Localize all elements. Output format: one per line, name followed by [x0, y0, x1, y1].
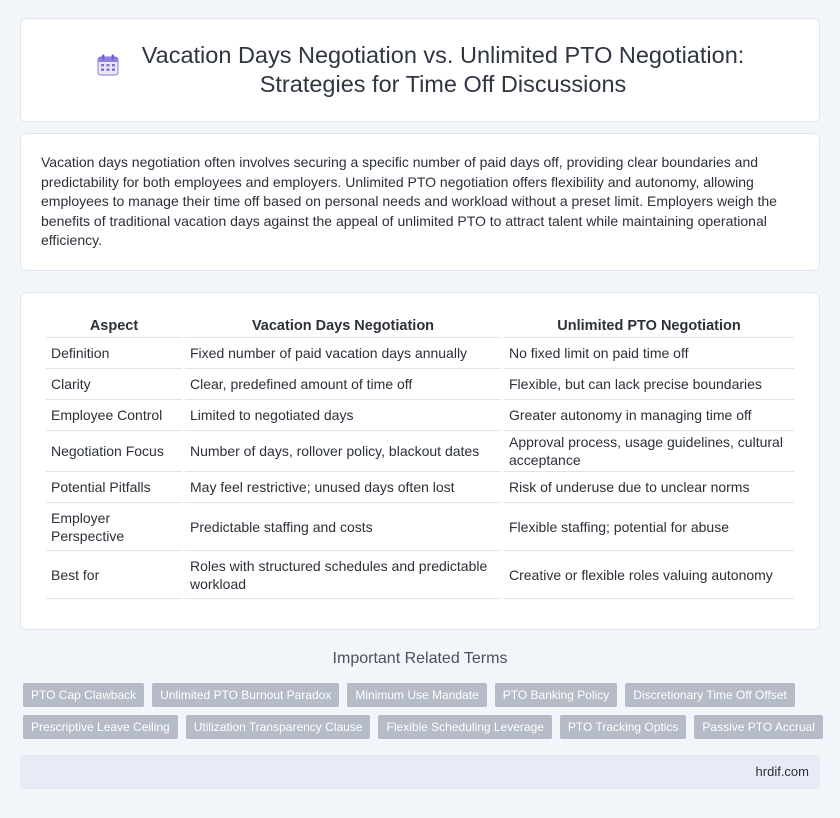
footer	[20, 755, 820, 789]
related-term-tag[interactable]: Prescriptive Leave Ceiling	[23, 715, 178, 739]
table-cell: Risk of underuse due to unclear norms	[504, 472, 794, 503]
table-cell: Best for	[46, 551, 182, 599]
table-cell: Predictable staffing and costs	[185, 503, 501, 551]
tag-row	[23, 683, 823, 707]
table-cell: Employer Perspective	[46, 503, 182, 551]
related-term-tag[interactable]: Unlimited PTO Burnout Paradox	[152, 683, 339, 707]
calendar-icon	[96, 53, 120, 77]
table-row	[46, 338, 794, 369]
table-cell: Flexible staffing; potential for abuse	[504, 503, 794, 551]
header-card	[20, 18, 820, 122]
table-cell: No fixed limit on paid time off	[504, 338, 794, 369]
related-term-tag[interactable]: PTO Tracking Optics	[560, 715, 686, 739]
tag-row	[23, 715, 823, 739]
comparison-table-card	[20, 292, 820, 630]
related-terms-title: Important Related Terms	[332, 650, 508, 667]
related-term-tag[interactable]: PTO Banking Policy	[495, 683, 618, 707]
page-title	[142, 41, 745, 99]
related-term-tag[interactable]: Utilization Transparency Clause	[186, 715, 371, 739]
table-cell: Clarity	[46, 369, 182, 400]
table-cell: Approval process, usage guidelines, cultural acceptance	[504, 431, 794, 472]
table-row	[46, 431, 794, 472]
table-header-row	[46, 312, 794, 338]
table-cell: Roles with structured schedules and predictable workload	[185, 551, 501, 599]
table-row	[46, 551, 794, 599]
table-row	[46, 503, 794, 551]
comparison-table	[43, 312, 797, 599]
related-terms-tags	[23, 683, 823, 747]
table-cell: Flexible, but can lack precise boundaries	[504, 369, 794, 400]
related-term-tag[interactable]: Passive PTO Accrual	[694, 715, 823, 739]
summary-text: Vacation days negotiation often involves securing a specific number of paid days off, providing clear boundaries and predictability for both employees and employers. Unlimited PTO negotiation offers flexibility and autonomy, allowing employees to manage their time off based on personal needs and workload without a preset limit. Employers weigh the benefits of traditional vacation days against the appeal of unlimited PTO to attract talent while maintaining operational efficiency.	[41, 154, 777, 248]
table-cell: Greater autonomy in managing time off	[504, 400, 794, 431]
table-cell: Employee Control	[46, 400, 182, 431]
table-cell: May feel restrictive; unused days often lost	[185, 472, 501, 503]
table-cell: Clear, predefined amount of time off	[185, 369, 501, 400]
header-unlimited-pto: Unlimited PTO Negotiation	[504, 312, 794, 338]
table-cell: Fixed number of paid vacation days annually	[185, 338, 501, 369]
related-term-tag[interactable]: Flexible Scheduling Leverage	[378, 715, 551, 739]
table-cell: Number of days, rollover policy, blackout dates	[185, 431, 501, 472]
summary-card	[20, 133, 820, 271]
page-title-line1: Vacation Days Negotiation vs. Unlimited PTO Negotiation:	[141, 42, 745, 68]
related-term-tag[interactable]: Minimum Use Mandate	[347, 683, 486, 707]
table-cell: Potential Pitfalls	[46, 472, 182, 503]
table-cell: Creative or flexible roles valuing autonomy	[504, 551, 794, 599]
table-cell: Definition	[46, 338, 182, 369]
table-row	[46, 369, 794, 400]
related-term-tag[interactable]: PTO Cap Clawback	[23, 683, 144, 707]
table-row	[46, 472, 794, 503]
table-cell: Limited to negotiated days	[185, 400, 501, 431]
footer-site-link[interactable]: hrdif.com	[755, 764, 809, 779]
table-row	[46, 400, 794, 431]
header-aspect: Aspect	[46, 312, 182, 338]
related-term-tag[interactable]: Discretionary Time Off Offset	[625, 683, 795, 707]
page-title-line2: Strategies for Time Off Discussions	[259, 71, 627, 97]
header-vacation-days: Vacation Days Negotiation	[185, 312, 501, 338]
table-cell: Negotiation Focus	[46, 431, 182, 472]
